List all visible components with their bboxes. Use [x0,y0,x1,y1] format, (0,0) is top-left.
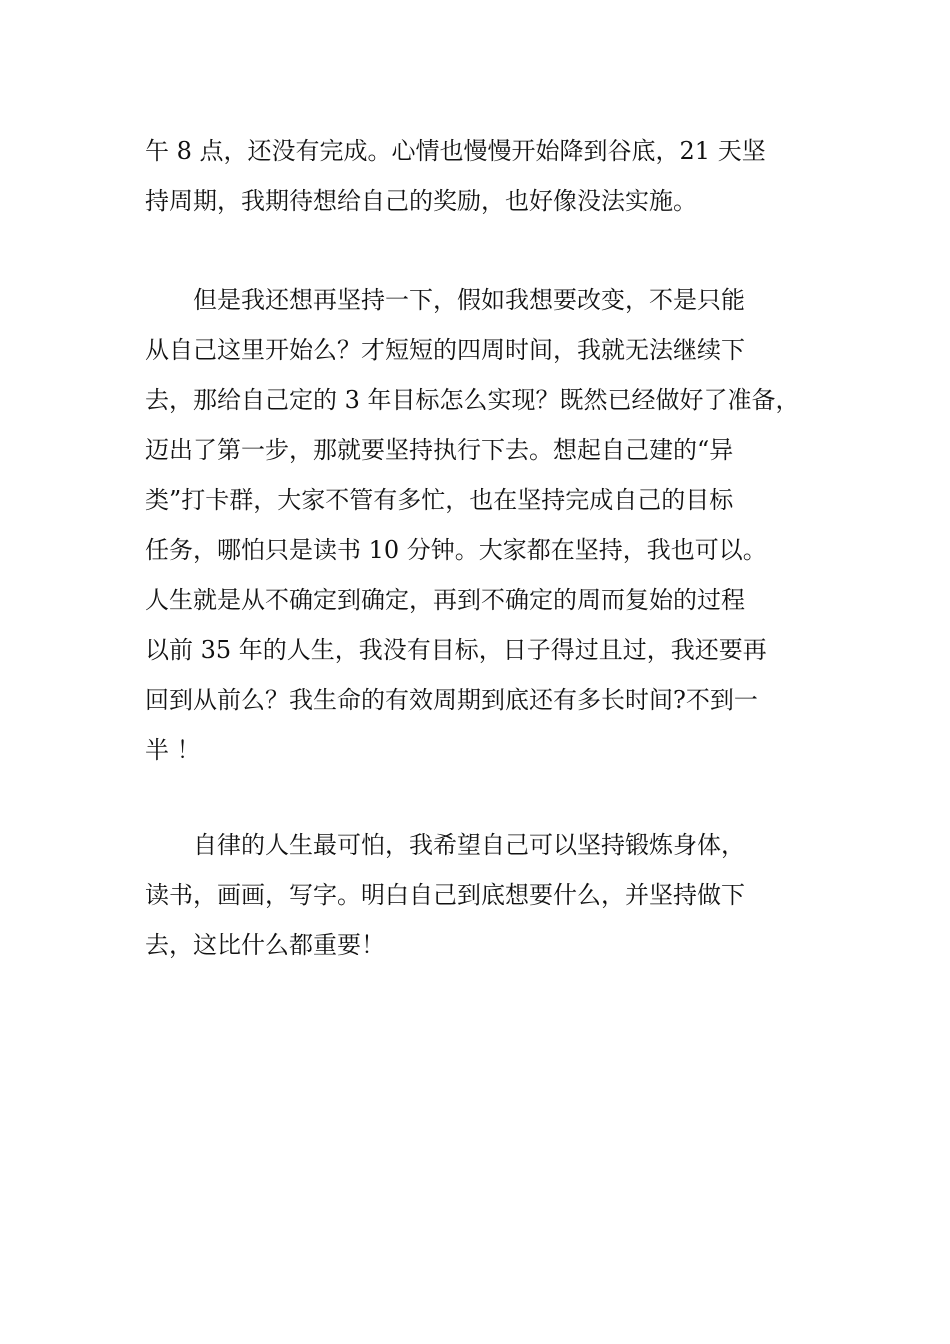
paragraph-line: 读书，画画，写字。明白自己到底想要什么，并坚持做下 [145,881,745,909]
paragraph-line: 半 ！ [145,736,201,764]
paragraph-line: 迈出了第一步，那就要坚持执行下去。想起自己建的“异 [145,436,734,464]
paragraph-line: 但是我还想再坚持一下，假如我想要改变，不是只能 [145,286,745,314]
paragraph-line: 自律的人生最可怕，我希望自己可以坚持锻炼身体， [145,831,745,859]
paragraph-line: 去，那给自己定的 3 年目标怎么实现？既然已经做好了准备， [145,386,800,414]
paragraph-line: 任务，哪怕只是读书 10 分钟。大家都在坚持，我也可以。 [145,536,767,564]
paragraph-line: 类”打卡群，大家不管有多忙，也在坚持完成自己的目标 [145,486,734,514]
paragraph-1 [145,126,815,226]
paragraph-3 [145,820,815,970]
paragraph-line: 持周期，我期待想给自己的奖励，也好像没法实施。 [145,187,697,215]
paragraph-line: 回到从前么？我生命的有效周期到底还有多长时间?不到一 [145,686,758,714]
paragraph-line: 从自己这里开始么？才短短的四周时间，我就无法继续下 [145,336,745,364]
paragraph-line: 午 8 点，还没有完成。心情也慢慢开始降到谷底，21 天坚 [145,137,766,165]
paragraph-line: 去，这比什么都重要！ [145,931,385,959]
paragraph-line: 以前 35 年的人生，我没有目标，日子得过且过，我还要再 [145,636,767,664]
paragraph-2 [145,275,815,775]
paragraph-line: 人生就是从不确定到确定，再到不确定的周而复始的过程 [145,586,745,614]
